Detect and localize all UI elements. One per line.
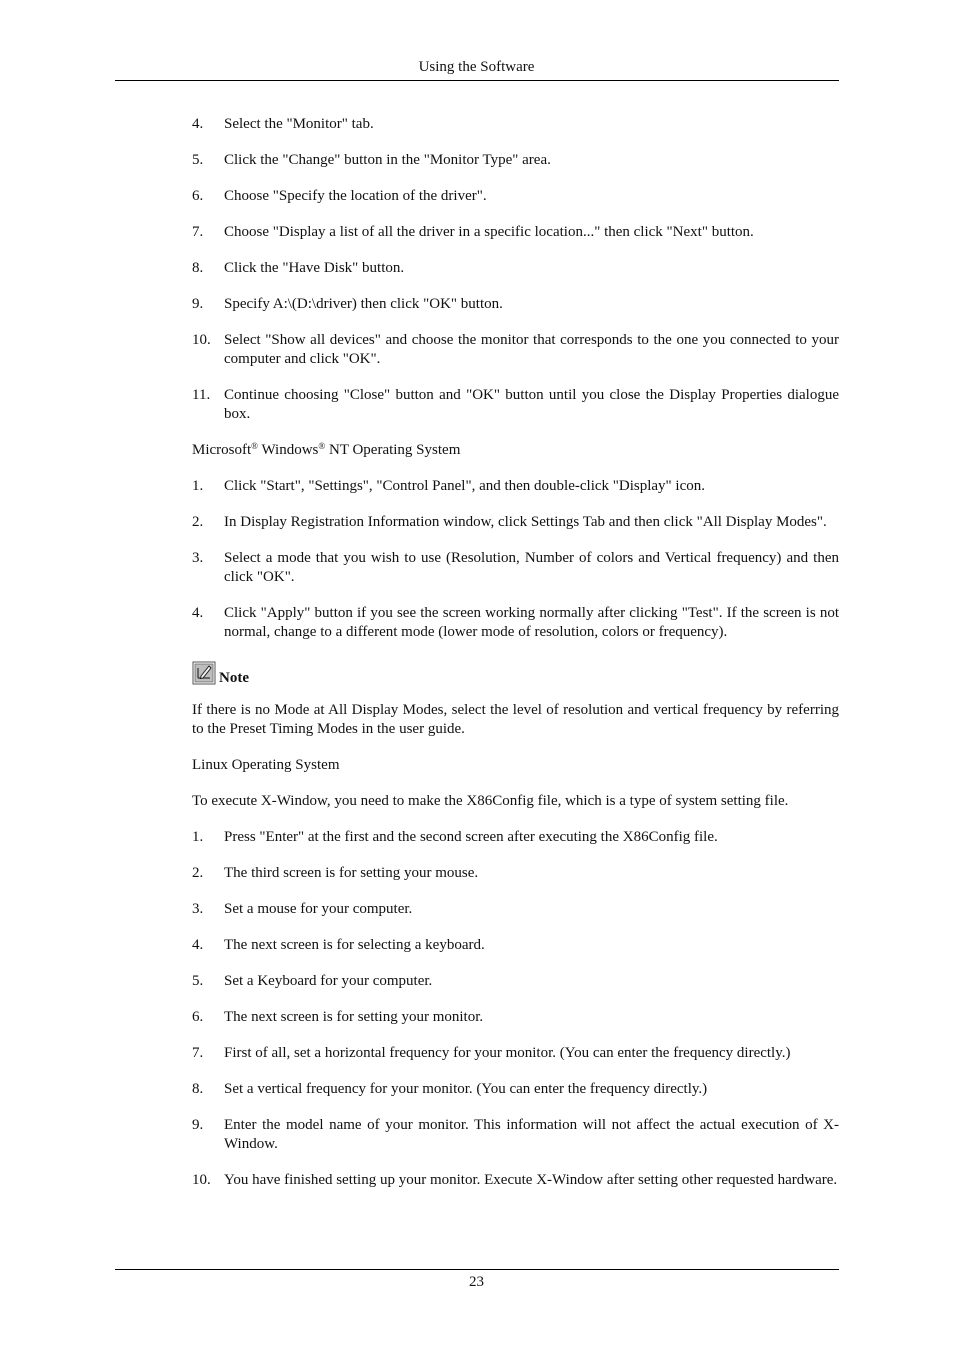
step-text: Set a Keyboard for your computer. [224,973,433,989]
step-number: 1. [192,478,204,494]
list-item [192,1008,839,1027]
step-number: 9. [192,1117,204,1133]
step-text: Click "Start", "Settings", "Control Panel", and then double-click "Display" icon. [224,478,706,494]
list-item [192,900,839,919]
linux-intro: To execute X-Window, you need to make the X86Config file, which is a type of system setting file. [192,793,789,809]
list-item [192,1080,839,1099]
list-item [192,604,839,642]
linux-steps [192,828,839,1190]
list-item [192,549,839,587]
step-text: Choose "Specify the location of the driver". [224,188,487,204]
step-number: 2. [192,865,204,881]
step-number: 5. [192,973,204,989]
step-text: In Display Registration Information window, click Settings Tab and then click "All Display Modes". [224,514,827,530]
note-text: If there is no Mode at All Display Modes, select the level of resolution and vertical frequency by referring to the Preset Timing Modes in the user guide. [192,702,839,737]
list-item [192,187,839,206]
page-content [192,115,839,1207]
page-number: 23 [469,1274,484,1290]
step-text: Choose "Display a list of all the driver in a specific location..." then click "Next" button. [224,224,754,240]
step-number: 8. [192,1081,204,1097]
step-number: 3. [192,550,204,566]
step-text: Click the "Have Disk" button. [224,260,405,276]
step-text: Click "Apply" button if you see the screen working normally after clicking "Test". If the screen is not normal, change to a different mode (lower mode of resolution, colors or frequency). [224,605,839,640]
list-item [192,1044,839,1063]
step-number: 7. [192,1045,204,1061]
list-item [192,331,839,369]
list-item [192,828,839,847]
step-number: 4. [192,937,204,953]
step-text: Select the "Monitor" tab. [224,116,374,132]
note-icon [192,661,216,685]
step-text: Continue choosing "Close" button and "OK" button until you close the Display Properties dialogue box. [224,387,839,422]
step-text: First of all, set a horizontal frequency for your monitor. (You can enter the frequency directly.) [224,1045,791,1061]
list-item [192,223,839,242]
step-number: 7. [192,224,204,240]
header-rule [115,80,839,81]
step-number: 2. [192,514,204,530]
list-item [192,151,839,170]
step-text: Enter the model name of your monitor. This information will not affect the actual execution of X-Window. [224,1117,839,1152]
note-label: Note [219,670,249,686]
step-number: 5. [192,152,204,168]
step-number: 4. [192,605,204,621]
list-item [192,936,839,955]
list-item [192,386,839,424]
list-item [192,477,839,496]
list-item [192,513,839,532]
step-text: The third screen is for setting your mouse. [224,865,479,881]
linux-heading: Linux Operating System [192,757,340,773]
step-number: 4. [192,116,204,132]
step-number: 10. [192,332,211,348]
step-text: The next screen is for selecting a keyboard. [224,937,485,953]
nt-heading: Microsoft® Windows® NT Operating System [192,441,461,458]
list-item [192,1171,839,1190]
step-number: 3. [192,901,204,917]
footer-rule [115,1269,839,1270]
step-text: Click the "Change" button in the "Monitor Type" area. [224,152,551,168]
step-text: Specify A:\(D:\driver) then click "OK" button. [224,296,503,312]
list-item [192,295,839,314]
step-number: 8. [192,260,204,276]
step-text: The next screen is for setting your monitor. [224,1009,484,1025]
step-text: Select "Show all devices" and choose the monitor that corresponds to the one you connected to your computer and click "OK". [224,332,839,367]
step-number: 6. [192,188,204,204]
list-item [192,972,839,991]
step-number: 6. [192,1009,204,1025]
step-number: 9. [192,296,204,312]
step-number: 1. [192,829,204,845]
nt-steps [192,477,839,642]
list-item [192,864,839,883]
page-header: Using the Software [418,59,535,75]
list-item [192,259,839,278]
step-text: Set a vertical frequency for your monitor. (You can enter the frequency directly.) [224,1081,708,1097]
step-number: 11. [192,387,211,403]
list-item [192,1116,839,1154]
step-text: Press "Enter" at the first and the second screen after executing the X86Config file. [224,829,718,845]
step-text: Select a mode that you wish to use (Resolution, Number of colors and Vertical frequency) and then click "OK". [224,550,839,585]
note-heading [192,659,839,685]
step-text: Set a mouse for your computer. [224,901,413,917]
display-properties-steps [192,115,839,424]
step-number: 10. [192,1172,211,1188]
list-item [192,115,839,134]
step-text: You have finished setting up your monitor. Execute X-Window after setting other requested hardware. [224,1172,838,1188]
